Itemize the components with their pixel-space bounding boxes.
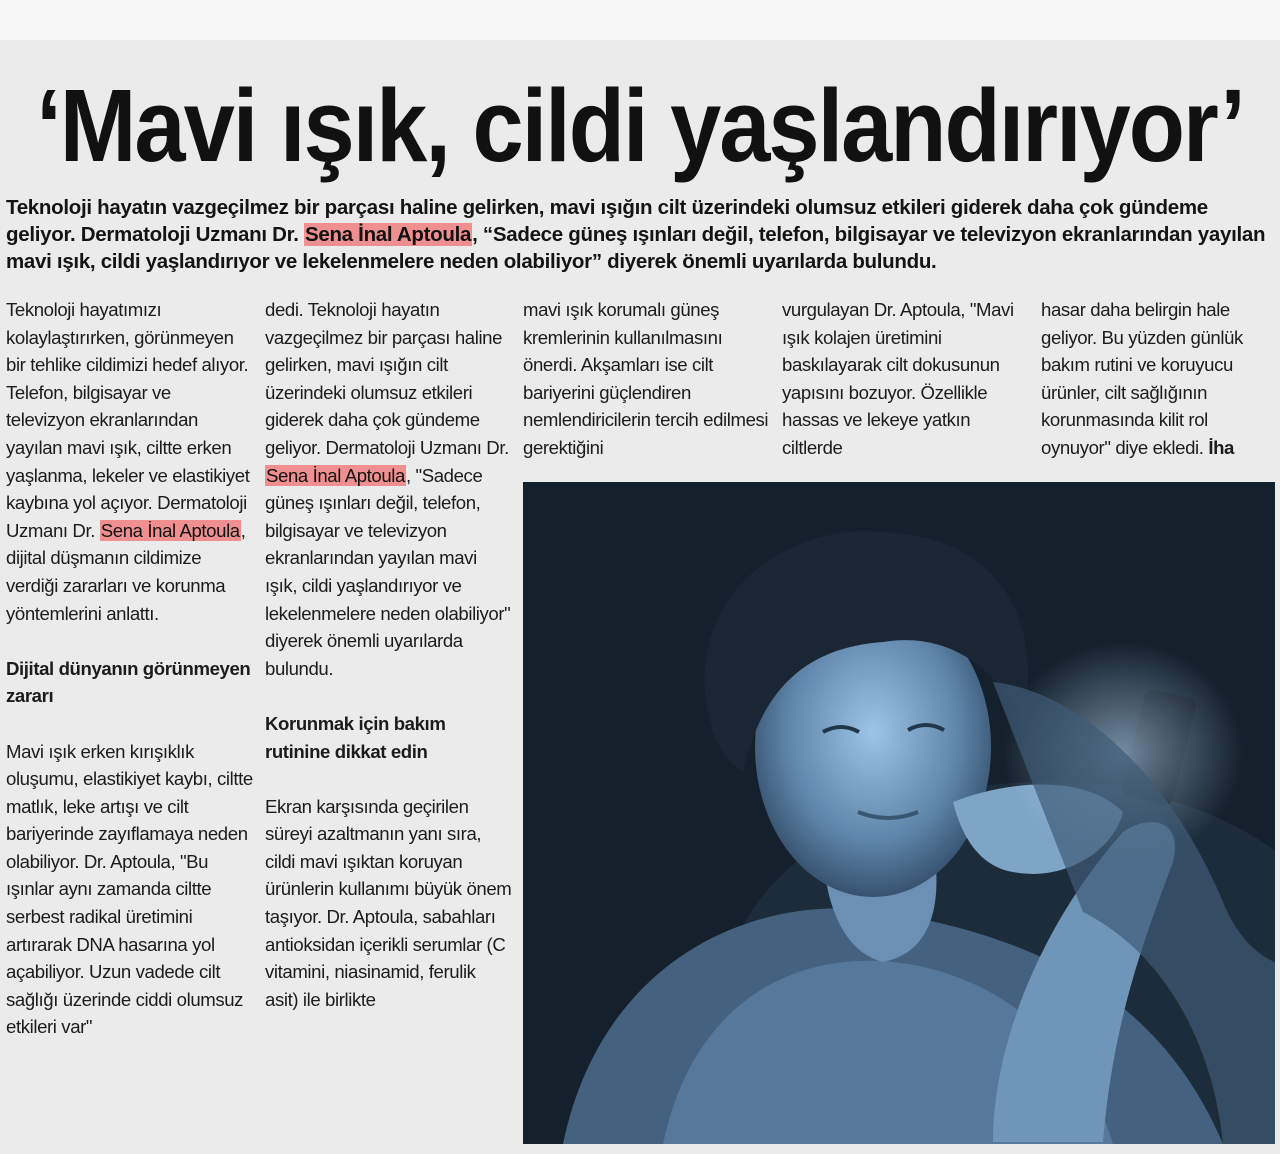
photo-illustration [523,482,1275,1144]
article-photo [523,482,1275,1144]
column-paragraph: Ekran karşısında geçirilen süreyi azaltmanın yanı sıra, cildi mavi ışıktan koruyan ürünlerin kullanımı büyük önem taşıyor. Dr. Aptoula, sabahları antioksidan içerikli serumlar (C vitamini, niasinamid, ferulik asit) ile birlikte [265,795,512,1010]
article-column-4 [782,296,1030,462]
article-column-1 [6,296,254,1041]
paragraph-spacer [265,682,513,710]
headline: ‘Mavi ışık, cildi yaşlandırıyor’ [36,69,1244,184]
article-column-2 [265,296,513,1013]
page-top-strip [0,0,1280,40]
column-paragraph: mavi ışık korumalı güneş kremlerinin kullanılmasını önerdi. Akşamları ise cilt bariyerini güçlendiren nemlendiricilerin tercih edilmesi gerektiğini [523,299,769,458]
lede-text-before: Teknoloji hayatın vazgeçilmez bir parçası haline gelirken, mavi ışığın cilt üzerindeki olumsuz etkileri giderek daha çok gündeme geliyor. Dermatoloji Uzmanı Dr. [6,196,1208,246]
paragraph-spacer [265,765,513,793]
paragraph-text: hasar daha belirgin hale geliyor. Bu yüzden günlük bakım rutini ve koruyucu ürünler, cilt sağlığının korunmasında kilit rol oynuyor" diye ekledi. [1041,299,1243,458]
highlighted-name: Sena İnal Aptoula [266,464,405,486]
column-paragraph [1041,296,1277,462]
highlighted-name: Sena İnal Aptoula [100,519,240,541]
highlighted-name: Sena İnal Aptoula [304,223,472,246]
article-column-5 [1041,296,1277,462]
paragraph-text: Teknoloji hayatımızı kolaylaştırırken, görünmeyen bir tehlike cildimizi hedef alıyor. Telefon, bilgisayar ve televizyon ekranlarından yayılan mavi ışık, ciltte erken yaşlanma, lekeler ve elastikiyet kaybına yol açıyor. Dermatoloji Uzmanı Dr. [6,299,250,541]
lede-text-after: , “Sadece güneş ışınları değil, telefon, bilgisayar ve televizyon ekranlarından yayılan mavi ışık, cildi yaşlandırıyor ve lekelenmelere neden olabiliyor” diyerek önemli uyarılarda bulundu. [6,223,1266,273]
paragraph-spacer [6,627,254,655]
subheading: Dijital dünyanın görünmeyen zararı [6,657,251,707]
article-column-3 [523,296,771,462]
paragraph-text: , "Sadece güneş ışınları değil, telefon, bilgisayar ve televizyon ekranlarından yayılan mavi ışık, cildi yaşlandırıyor ve lekelenmelere neden olabiliyor" diyerek önemli uyarılarda bulundu. [265,464,511,679]
subheading: Korunmak için bakım rutinine dikkat edin [265,712,446,762]
column-paragraph: Mavi ışık erken kırışıklık oluşumu, elastikiyet kaybı, ciltte matlık, leke artışı ve cilt bariyerinde zayıflamaya neden olabiliyor. Dr. Aptoula, "Bu ışınlar aynı zamanda ciltte serbest radikal üretimini artırarak DNA hasarına yol açabiliyor. Uzun vadede cilt sağlığı üzerinde ciddi olumsuz etkileri var" [6,740,253,1038]
agency-credit: İha [1208,436,1234,458]
column-paragraph [265,296,513,682]
column-paragraph [6,296,254,627]
paragraph-text: dedi. Teknoloji hayatın vazgeçilmez bir parçası haline gelirken, mavi ışığın cilt üzerindeki olumsuz etkileri giderek daha çok gündeme geliyor. Dermatoloji Uzmanı Dr. [265,299,509,458]
paragraph-spacer [6,710,254,738]
lede-paragraph [6,194,1274,275]
paragraph-text: , dijital düşmanın cildimize verdiği zararları ve korunma yöntemlerini anlattı. [6,519,246,624]
column-paragraph: vurgulayan Dr. Aptoula, "Mavi ışık kolajen üretimini baskılayarak cilt dokusunun yapısını bozuyor. Özellikle hassas ve lekeye yatkın ciltlerde [782,299,1014,458]
